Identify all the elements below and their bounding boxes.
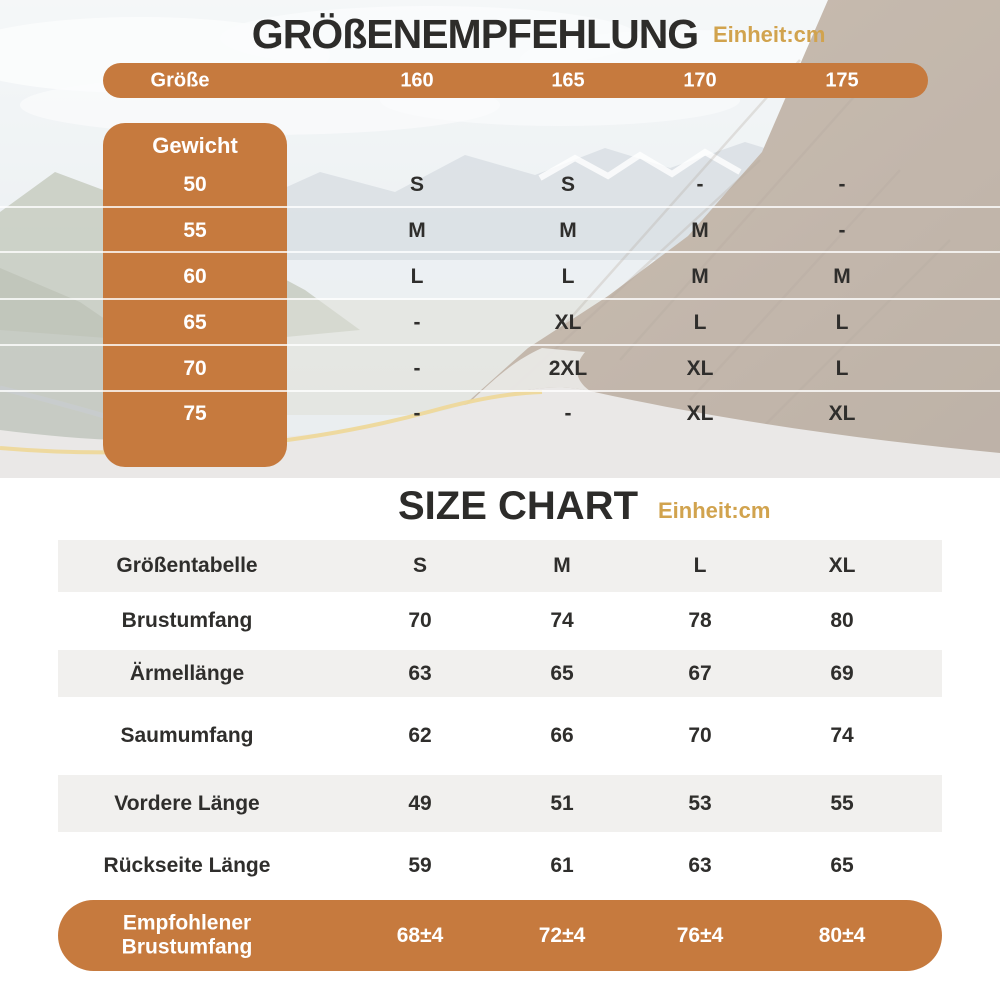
weight-cell: 50 — [183, 173, 207, 196]
value-cell: 78 — [688, 609, 712, 632]
size-cell: L — [410, 265, 424, 288]
row-label: Saumumfang — [120, 724, 254, 747]
top-title: GRÖßENEMPFEHLUNG — [251, 11, 699, 57]
size-cell: L — [693, 311, 707, 334]
size-cell: L — [561, 265, 575, 288]
value-cell: 63 — [408, 661, 432, 685]
row-label: Rückseite Länge — [103, 854, 271, 877]
table-row — [0, 218, 1000, 244]
recommended-chest-row — [58, 900, 942, 971]
row-label: Vordere Länge — [114, 791, 260, 815]
row-label — [122, 911, 253, 960]
value-cell: 66 — [550, 724, 574, 747]
weight-cell: 65 — [183, 311, 207, 334]
value-cell: 70 — [688, 724, 712, 747]
size-cell: L — [835, 357, 849, 380]
header-label: Größe — [150, 69, 210, 91]
size-cell: M — [691, 265, 709, 288]
value-cell: 59 — [408, 854, 432, 877]
size-cell: - — [413, 402, 421, 425]
size-cell: M — [559, 219, 577, 242]
value-cell: 72±4 — [538, 923, 586, 947]
table-row — [0, 356, 1000, 382]
weight-cell: 70 — [183, 357, 207, 380]
table-row — [0, 401, 1000, 427]
value-cell: 65 — [550, 661, 574, 685]
size-cell: 2XL — [548, 357, 588, 380]
size-cell: M — [833, 265, 851, 288]
size-cell: M — [408, 219, 426, 242]
row-label: Ärmellänge — [129, 661, 245, 685]
weight-cell: 60 — [183, 265, 207, 288]
value-cell: 63 — [688, 854, 712, 877]
weight-header: Gewicht — [152, 133, 238, 158]
table-row — [58, 832, 942, 900]
value-cell: S — [412, 554, 428, 577]
value-cell: 67 — [688, 661, 712, 685]
value-cell: 68±4 — [396, 923, 444, 947]
size-cell: M — [691, 219, 709, 242]
value-cell: 65 — [830, 854, 854, 877]
value-cell: 80 — [830, 609, 854, 632]
value-cell: M — [553, 554, 571, 577]
value-cell: 51 — [550, 791, 574, 815]
size-cell: - — [413, 357, 421, 380]
row-separator — [0, 344, 1000, 346]
row-label-line1: Empfohlener — [122, 911, 252, 935]
value-cell: 80±4 — [818, 923, 866, 947]
value-cell: L — [693, 554, 707, 577]
height-column: 175 — [825, 69, 859, 91]
size-cell: XL — [686, 357, 714, 380]
table-row — [0, 172, 1000, 198]
table-row — [58, 592, 942, 650]
size-cell: XL — [554, 311, 582, 334]
value-cell: 74 — [830, 724, 854, 747]
table-row — [58, 775, 942, 832]
table-row — [58, 697, 942, 775]
size-cell: - — [838, 219, 846, 242]
row-separator — [0, 298, 1000, 300]
table-row — [58, 650, 942, 697]
top-unit-label: Einheit:cm — [713, 22, 826, 47]
value-cell: 49 — [408, 791, 432, 815]
row-label-line2: Brustumfang — [121, 935, 253, 959]
row-label: Größentabelle — [116, 554, 258, 577]
row-label: Brustumfang — [121, 609, 253, 632]
height-column: 160 — [400, 69, 434, 91]
size-cell: S — [409, 173, 425, 196]
value-cell: 53 — [688, 791, 712, 815]
size-cell: XL — [828, 402, 856, 425]
bottom-title: SIZE CHART — [398, 484, 638, 528]
height-column: 170 — [683, 69, 717, 91]
value-cell: 70 — [408, 609, 432, 632]
value-cell: 55 — [830, 791, 854, 815]
table-row — [58, 540, 942, 592]
size-cell: - — [838, 173, 846, 196]
row-separator — [0, 390, 1000, 392]
value-cell: XL — [828, 554, 856, 577]
top-table-header-row — [103, 63, 928, 98]
size-cell: L — [835, 311, 849, 334]
size-cell: S — [560, 173, 576, 196]
size-cell: - — [696, 173, 704, 196]
size-cell: - — [564, 402, 572, 425]
height-column: 165 — [551, 69, 585, 91]
table-row — [0, 310, 1000, 336]
value-cell: 62 — [408, 724, 432, 747]
row-separator — [0, 251, 1000, 253]
size-cell: - — [413, 311, 421, 334]
value-cell: 69 — [830, 661, 854, 685]
table-row — [0, 264, 1000, 290]
value-cell: 61 — [550, 854, 574, 877]
row-separator — [0, 206, 1000, 208]
value-cell: 74 — [550, 609, 574, 632]
value-cell: 76±4 — [676, 923, 724, 947]
weight-cell: 55 — [183, 219, 207, 242]
size-cell: XL — [686, 402, 714, 425]
bottom-unit-label: Einheit:cm — [658, 498, 771, 523]
weight-cell: 75 — [183, 402, 207, 425]
